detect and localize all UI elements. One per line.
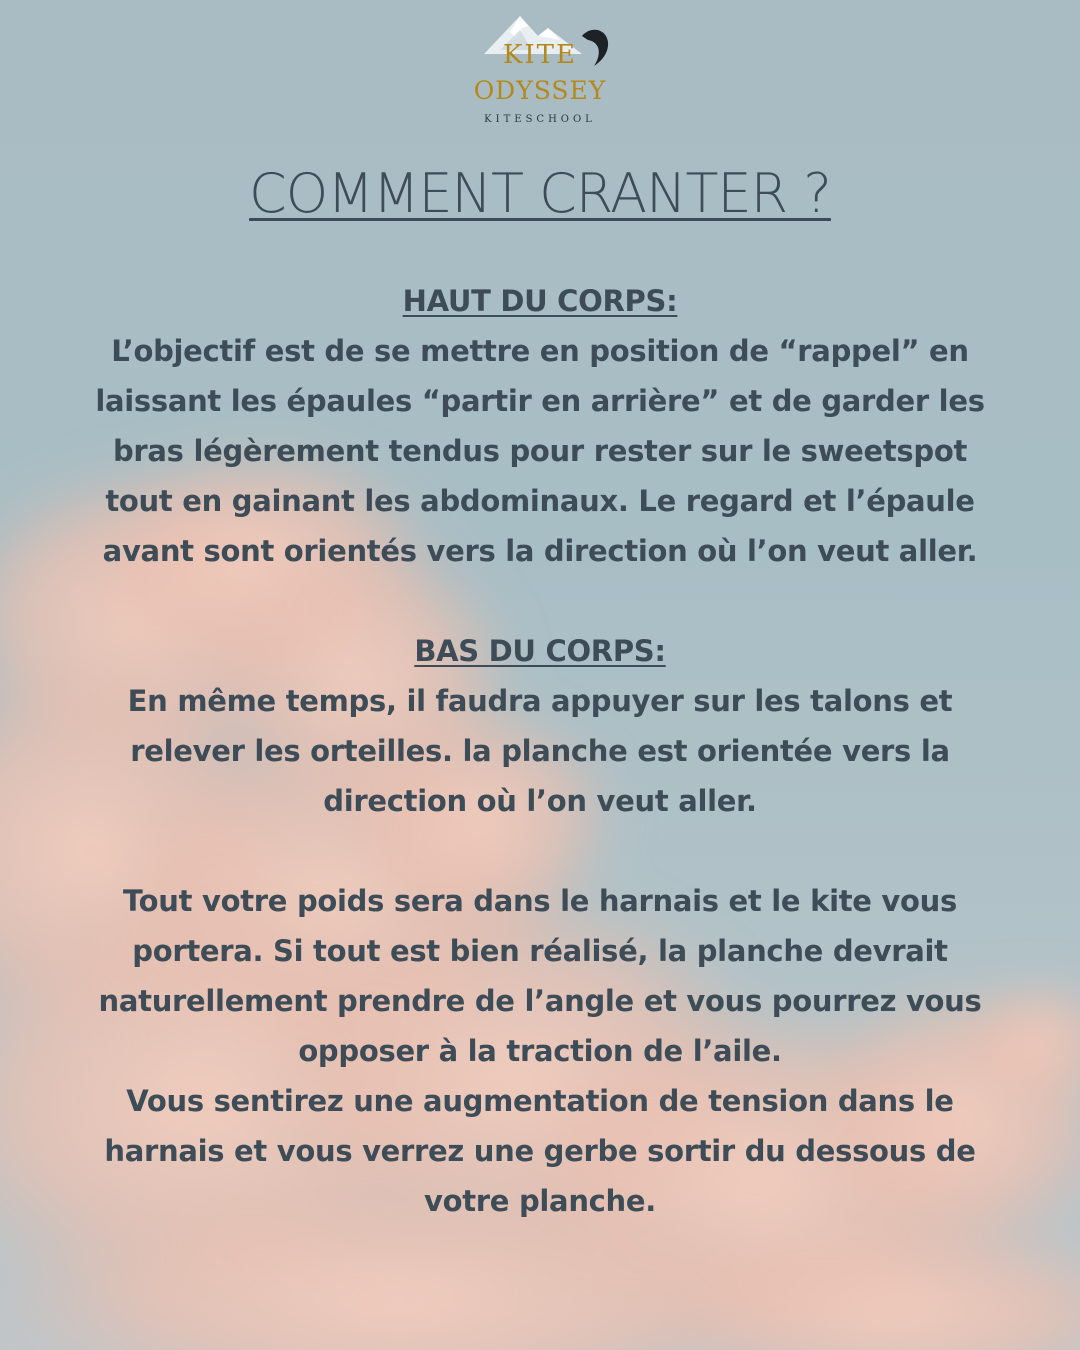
page-title [0, 162, 1080, 225]
logo-odyssey-text: ODYSSEY [473, 76, 607, 105]
logo-kite-text: KITE [502, 40, 577, 70]
conclusion-text-1: Tout votre poids sera dans le harnais et le kite vous portera. Si tout est bien réalisé, la planche devrait naturellement prendre de l’angle et vous pourrez vous opposer à la traction de l’aile. [98, 884, 982, 1068]
section-spacer [90, 576, 990, 626]
lower-body-text: En même temps, il faudra appuyer sur les talons et relever les orteilles. la planche est orientée vers la direction où l’on veut aller. [127, 684, 953, 818]
upper-body-heading: HAUT DU CORPS: [402, 284, 678, 318]
page-title-text: COMMENT CRANTER ? [249, 162, 831, 225]
lower-body-heading: BAS DU CORPS: [414, 634, 666, 668]
kite-odyssey-logo [470, 10, 620, 125]
section-spacer [90, 826, 990, 876]
upper-body-text: L’objectif est de se mettre en position de “rappel” en laissant les épaules “partir en arrière” et de garder les bras légèrement tendus pour rester sur le sweetspot tout en gainant les abdominaux. Le regard et l’épaule avant sont orientés vers la direction où l’on veut aller. [95, 334, 985, 568]
logo-kiteschool-text: KITESCHOOL [484, 114, 596, 125]
conclusion-text-2: Vous sentirez une augmentation de tension dans le harnais et vous verrez une gerbe sortir du dessous de votre planche. [104, 1084, 976, 1218]
article-body [90, 276, 990, 1226]
